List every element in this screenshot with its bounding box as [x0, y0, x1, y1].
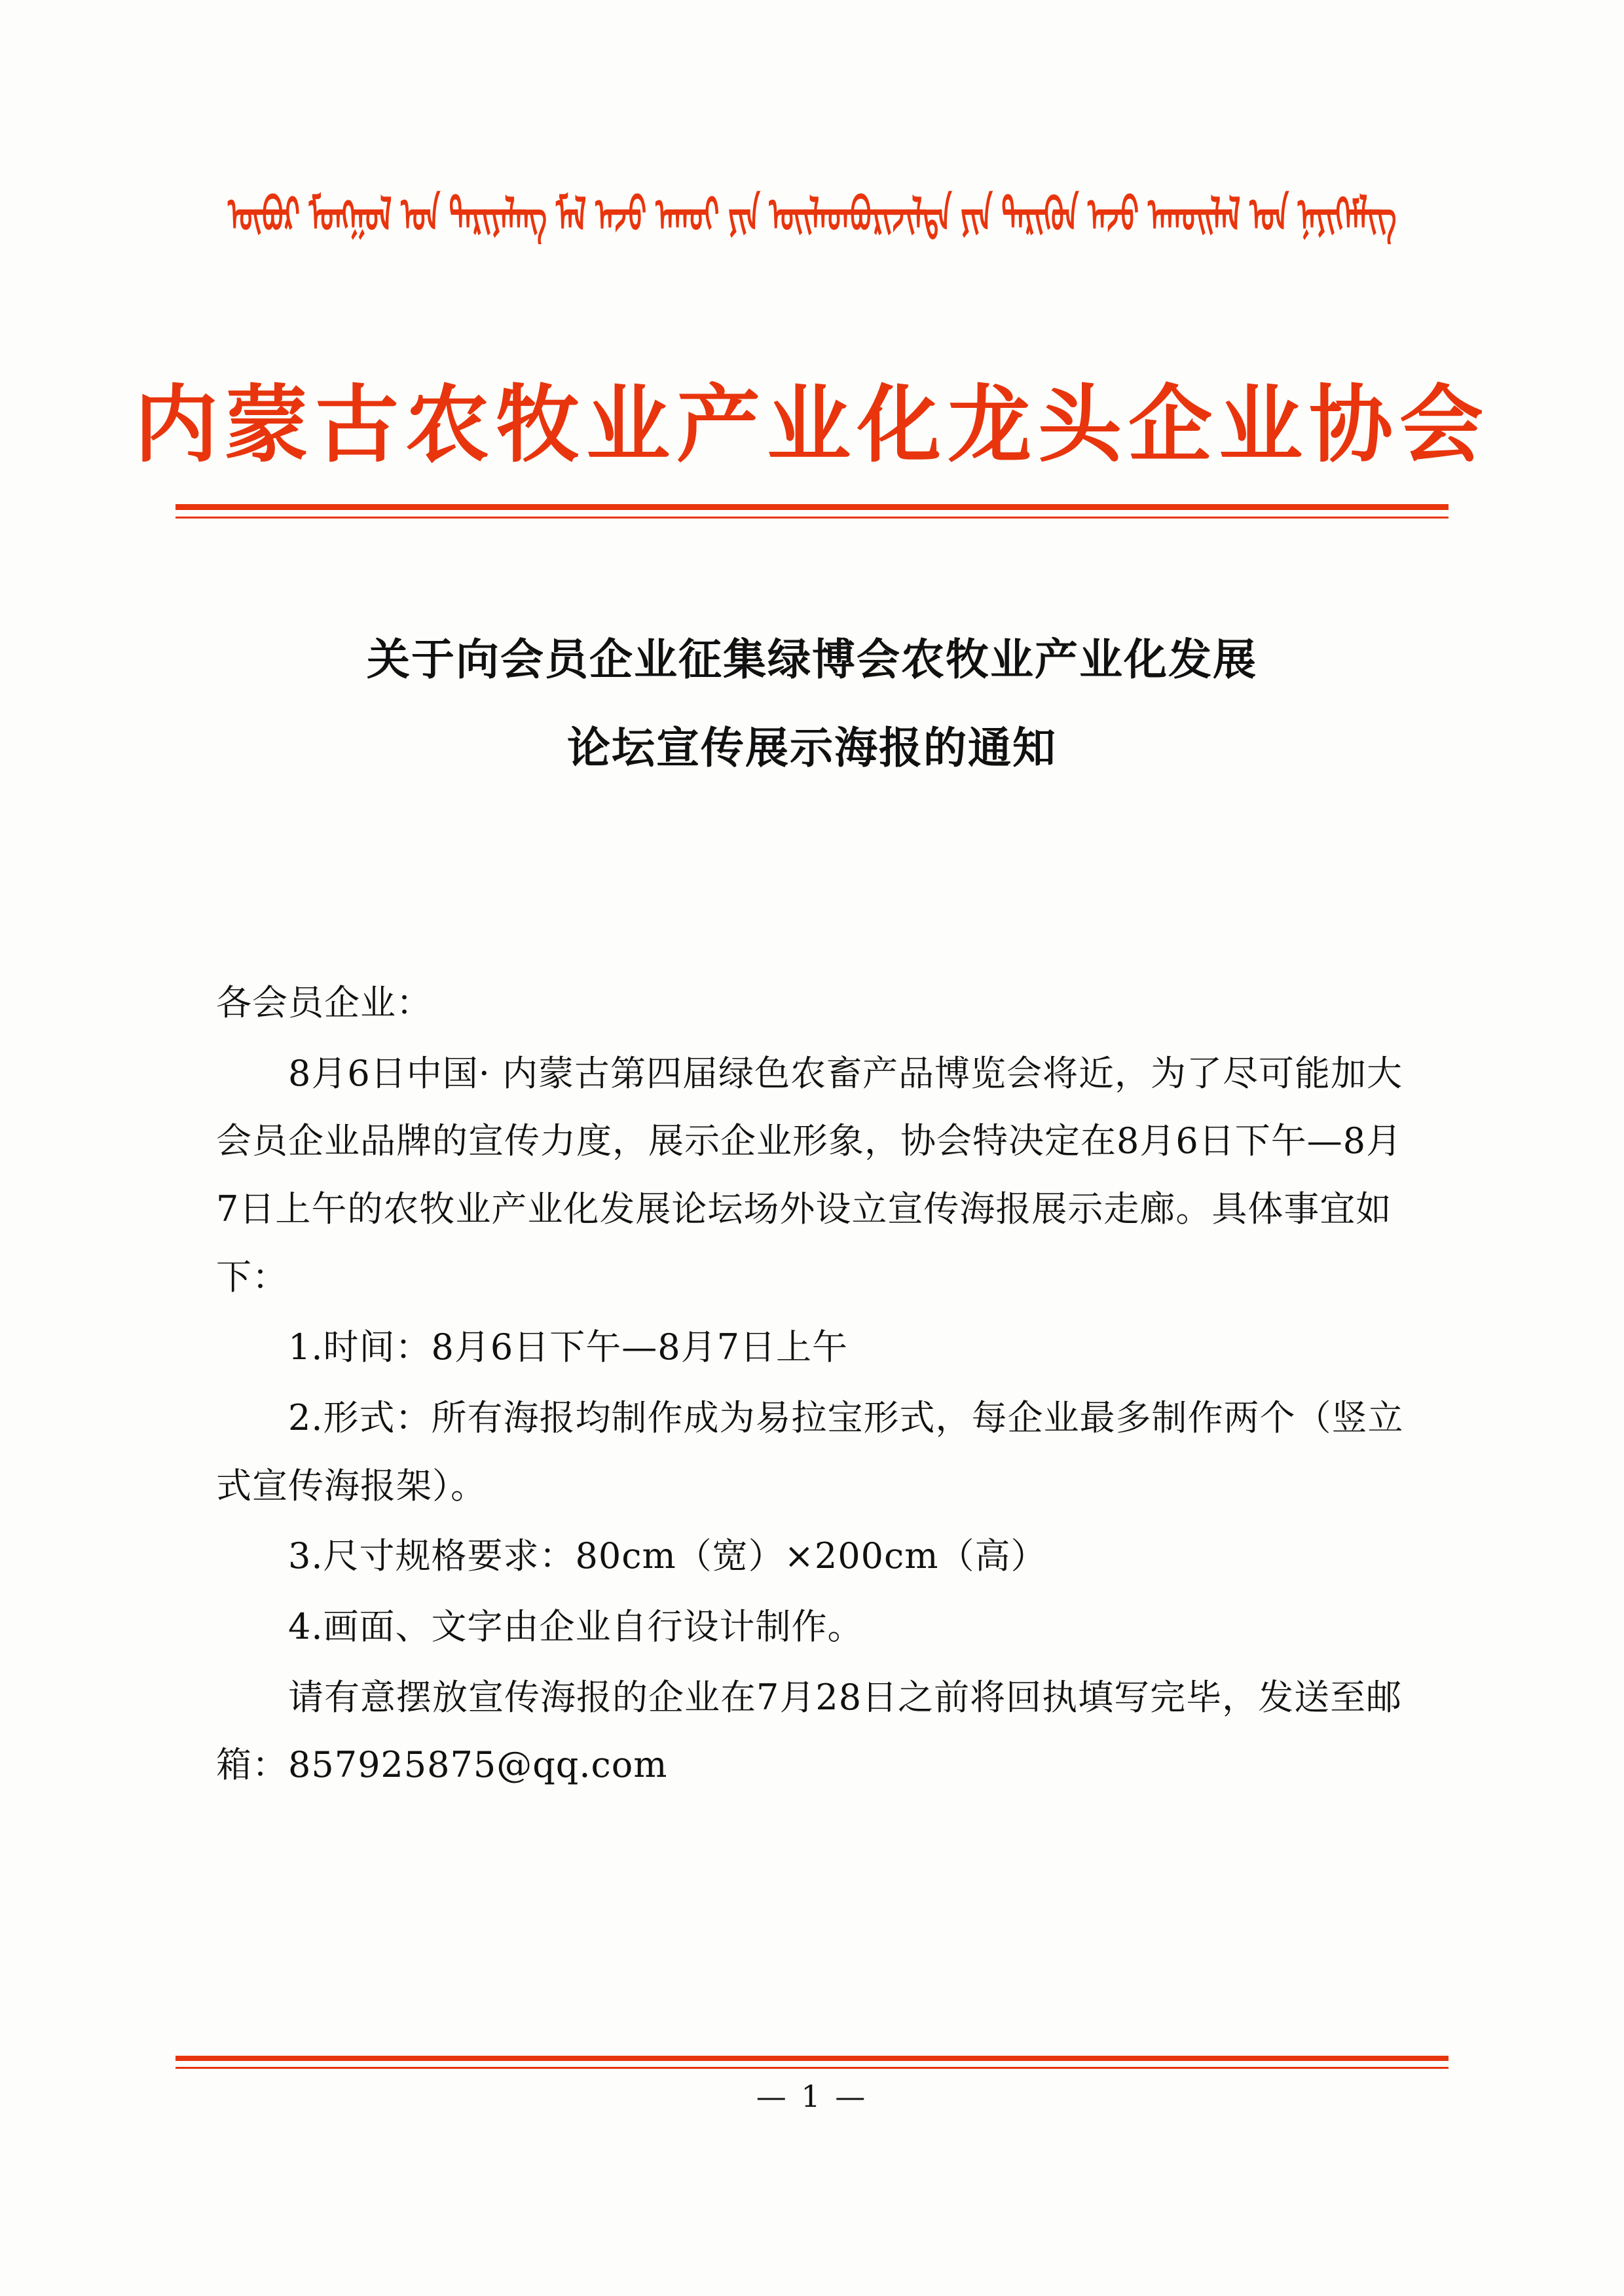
document-title-line-2: 论坛宣传展示海报的通知 — [567, 722, 1057, 774]
body-item-2: 2.形式：所有海报均制作成为易拉宝形式，每企业最多制作两个（竖立式宣传海报架）。 — [216, 1397, 1404, 1506]
body-paragraph-1: 8月6日中国· 内蒙古第四届绿色农畜产品博览会将近，为了尽可能加大会员企业品牌的宣传力度，展示企业形象，协会特决定在8月6日下午—8月7日上午的农牧业产业化发展论坛场外设立宣传海报展示走廊。具体事宜如下： — [216, 1052, 1403, 1298]
body-item-1: 1.时间：8月6日下午—8月7日上午 — [288, 1326, 848, 1368]
body-item-4: 4.画面、文字由企业自行设计制作。 — [288, 1606, 864, 1648]
document-title — [196, 615, 1428, 793]
footer-rule-thin — [175, 2067, 1449, 2069]
body-closing: 请有意摆放宣传海报的企业在7月28日之前将回执填写完毕，发送至邮箱：857925875@qq.com — [216, 1676, 1403, 1786]
document-title-line-1: 关于向会员企业征集绿博会农牧业产业化发展 — [367, 634, 1257, 685]
footer-rule-thick — [175, 2056, 1449, 2061]
salutation: 各会员企业： — [216, 982, 432, 1023]
mongolian-script-title: ᠥᠪᠥᠷ ᠮᠣᠩᠭᠤᠯ ᠤᠨ ᠲᠠᠷᠢᠶᠠᠯᠠᠩ ᠮᠠᠯ ᠠᠵᠤ ᠠᠬᠤᠢ ᠶᠢᠨ ᠦᠢᠯᠡᠳᠪᠦᠷᠢᠵᠢᠯᠲᠡ ᠶᠢᠨ ᠲᠡᠷᠢᠭᠦᠨ ᠠᠵᠤ ᠠᠬᠤᠢᠯᠠᠯ ᠤᠨ ᠨᠡᠶᠢᠭᠡᠮᠯᠢᠭ — [227, 189, 1397, 243]
page-number: — 1 — — [756, 2079, 868, 2114]
organization-name: 内蒙古农牧业产业化龙头企业协会 — [134, 376, 1490, 474]
letterhead — [0, 190, 1624, 473]
header-rule-thick — [175, 504, 1449, 510]
header-rule-thin — [175, 517, 1449, 519]
document-body — [216, 969, 1421, 1802]
body-item-3: 3.尺寸规格要求：80cm（宽）×200cm（高） — [288, 1535, 1047, 1577]
